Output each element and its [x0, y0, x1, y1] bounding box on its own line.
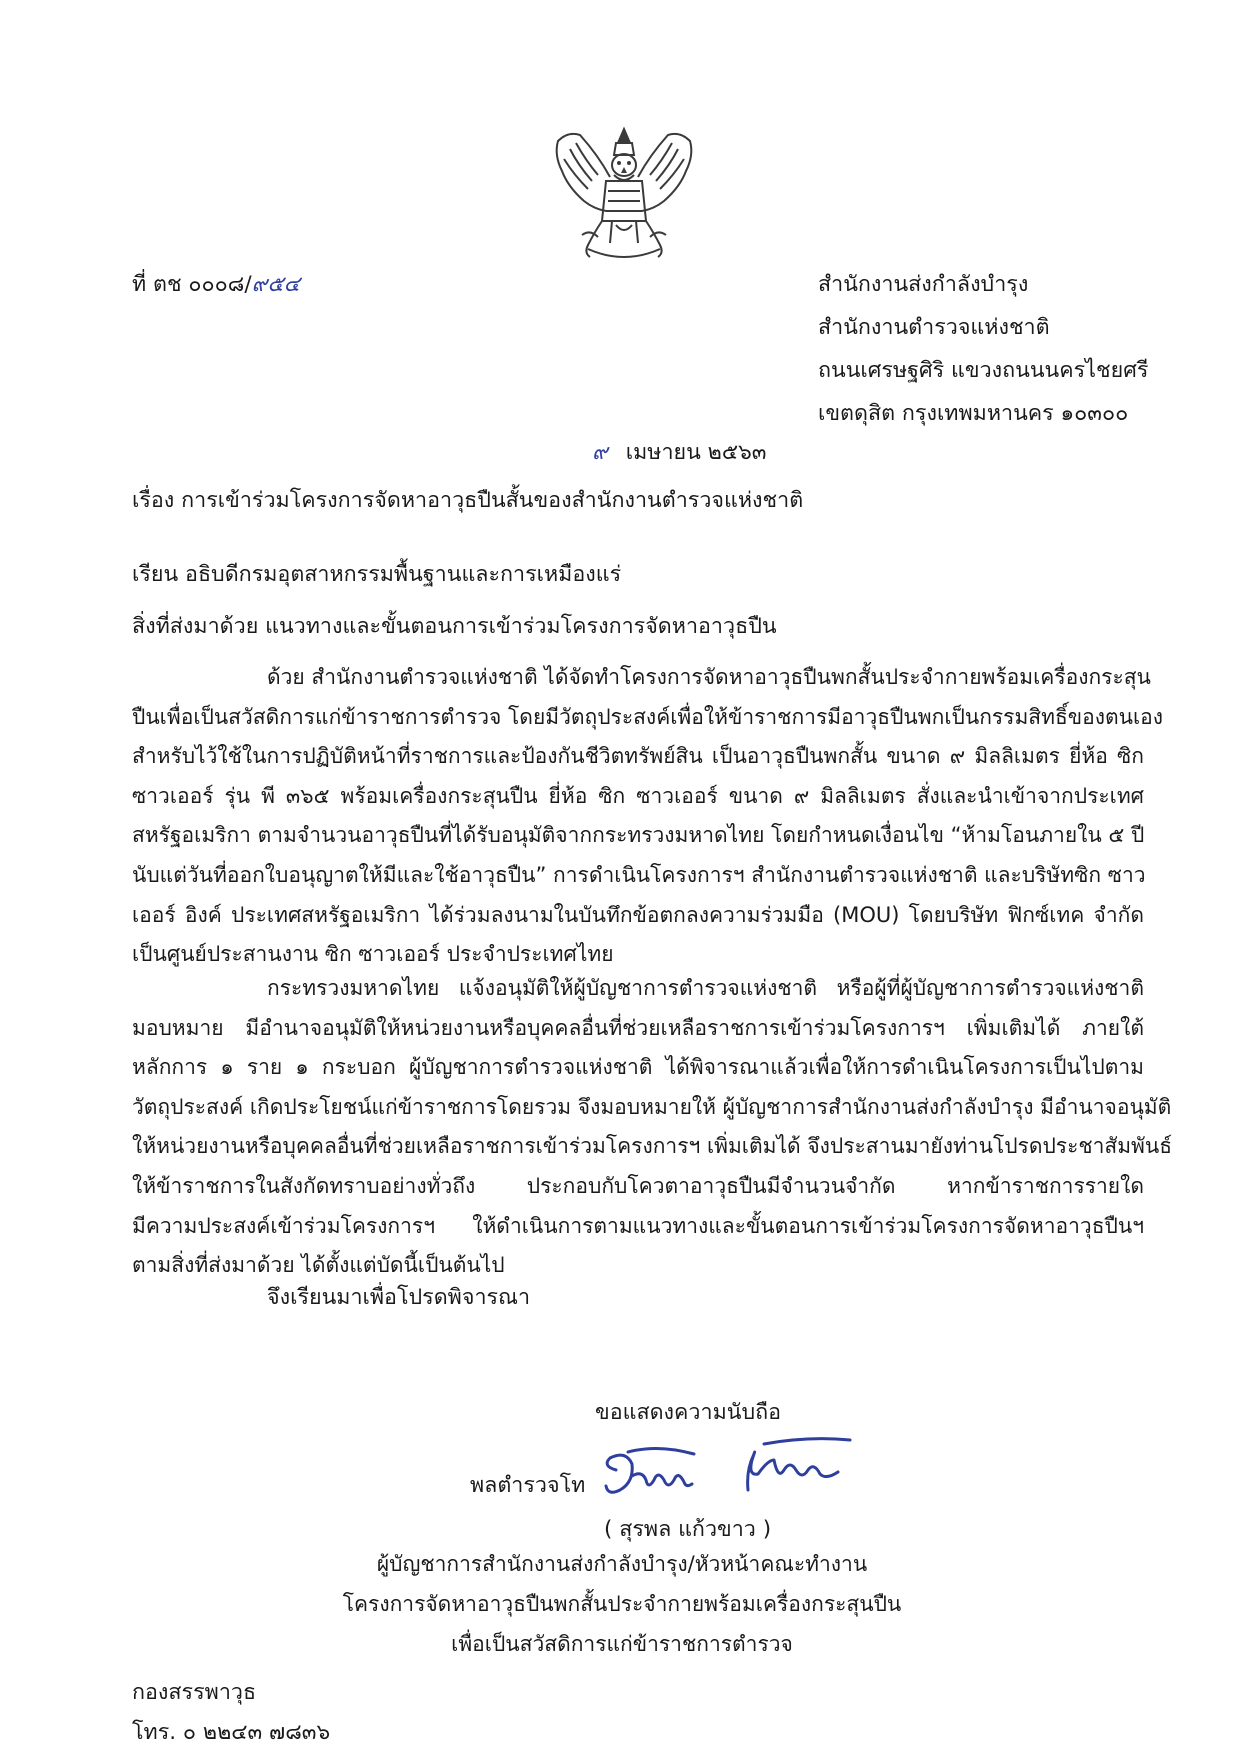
paragraph-line: ปืนเพื่อเป็นสวัสดิการแก่ข้าราชการตำรวจ โดยมีวัตถุประสงค์เพื่อให้ข้าราชการมีอาวุธปืนพกเป็นกรรมสิทธิ์ของตนเอง [132, 704, 1164, 729]
date-day-handwritten: ๙ [592, 440, 608, 465]
paragraph-line: หลักการ ๑ ราย ๑ กระบอก ผู้บัญชาการตำรวจแห่งชาติ ได้พิจารณาแล้วเพื่อให้การดำเนินโครงการเป็นไปตาม [132, 1055, 1144, 1080]
paragraph-line: ให้ข้าราชการในสังกัดทราบอย่างทั่วถึง ประกอบกับโควตาอาวุธปืนมีจำนวนจำกัด หากข้าราชการรายใด [132, 1173, 1144, 1198]
paragraph-line: เออร์ อิงค์ ประเทศสหรัฐอเมริกา ได้ร่วมลงนามในบันทึกข้อตกลงความร่วมมือ (MOU) โดยบริษัท ฟิกซ์เทค จำกัด [132, 902, 1144, 927]
contact-phone: โทร. ๐ ๒๒๔๓ ๗๘๓๖ [132, 1720, 331, 1745]
letter-subject: เรื่อง การเข้าร่วมโครงการจัดหาอาวุธปืนสั้นของสำนักงานตำรวจแห่งชาติ [132, 488, 804, 513]
document-number-handwritten: ๙๕๔ [251, 272, 300, 297]
body-paragraph-2 [132, 969, 1173, 1286]
letter-enclosure: สิ่งที่ส่งมาด้วย แนวทางและขั้นตอนการเข้าร่วมโครงการจัดหาอาวุธปืน [132, 614, 777, 639]
sender-address-line-4: เขตดุสิต กรุงเทพมหานคร ๑๐๓๐๐ [818, 401, 1129, 426]
body-paragraph-1 [132, 658, 1164, 975]
letter-date [592, 430, 766, 476]
letter-recipient: เรียน อธิบดีกรมอุตสาหกรรมพื้นฐานและการเหมืองแร่ [132, 562, 622, 587]
sender-address-line-3: ถนนเศรษฐศิริ แขวงถนนนครไชยศรี [818, 358, 1149, 383]
signer-name: ( สุรพล แก้วขาว ) [604, 1517, 772, 1542]
sender-address-line-2: สำนักงานตำรวจแห่งชาติ [818, 315, 1050, 340]
paragraph-line: สหรัฐอเมริกา ตามจำนวนอาวุธปืนที่ได้รับอนุมัติจากกระทรวงมหาดไทย โดยกำหนดเงื่อนไข “ห้ามโอนภายใน ๕ ปี [132, 823, 1145, 848]
paragraph-line: เป็นศูนย์ประสานงาน ซิก ซาวเออร์ ประจำประเทศไทย [132, 942, 614, 967]
sender-address-line-1: สำนักงานส่งกำลังบำรุง [818, 272, 1029, 297]
regards-text: ขอแสดงความนับถือ [595, 1400, 782, 1425]
handwritten-signature [598, 1430, 878, 1518]
garuda-emblem-icon [528, 125, 720, 265]
paragraph-line: ให้หน่วยงานหรือบุคคลอื่นที่ช่วยเหลือราชการเข้าร่วมโครงการฯ เพิ่มเติมได้ จึงประสานมายังท่านโปรดประชาสัมพันธ์ [132, 1134, 1173, 1159]
signer-position-line-1: ผู้บัญชาการสำนักงานส่งกำลังบำรุง/หัวหน้าคณะทำงาน [376, 1552, 868, 1576]
date-month-year: เมษายน ๒๕๖๓ [625, 440, 767, 465]
paragraph-line: มีความประสงค์เข้าร่วมโครงการฯ ให้ดำเนินการตามแนวทางและขั้นตอนการเข้าร่วมโครงการจัดหาอาวุธปืนฯ [132, 1213, 1144, 1238]
issuing-department: กองสรรพาวุธ [132, 1680, 257, 1705]
signer-position-line-2: โครงการจัดหาอาวุธปืนพกสั้นประจำกายพร้อมเครื่องกระสุนปืน [342, 1592, 902, 1616]
document-number [132, 262, 300, 308]
document-number-prefix: ที่ ตช ๐๐๐๘/ [132, 272, 252, 297]
paragraph-line: วัตถุประสงค์ เกิดประโยชน์แก่ข้าราชการโดยรวม จึงมอบหมายให้ ผู้บัญชาการสำนักงานส่งกำลังบำรุง มีอำนาจอนุมัติ [132, 1094, 1172, 1119]
paragraph-line: สำหรับไว้ใช้ในการปฏิบัติหน้าที่ราชการและป้องกันชีวิตทรัพย์สิน เป็นอาวุธปืนพกสั้น ขนาด ๙ มิลลิเมตร ยี่ห้อ ซิก [132, 744, 1144, 769]
paragraph-line: ด้วย สำนักงานตำรวจแห่งชาติ ได้จัดทำโครงการจัดหาอาวุธปืนพกสั้นประจำกายพร้อมเครื่องกระสุน [267, 665, 1151, 689]
paragraph-line: ซาวเออร์ รุ่น พี ๓๖๕ พร้อมเครื่องกระสุนปืน ยี่ห้อ ซิก ซาวเออร์ ขนาด ๙ มิลลิเมตร สั่งและนำเข้าจากประเทศ [132, 783, 1144, 808]
closing-sentence: จึงเรียนมาเพื่อโปรดพิจารณา [267, 1285, 531, 1310]
signer-rank: พลตำรวจโท [470, 1473, 586, 1498]
signer-position-line-3: เพื่อเป็นสวัสดิการแก่ข้าราชการตำรวจ [451, 1632, 793, 1656]
paragraph-line: กระทรวงมหาดไทย แจ้งอนุมัติให้ผู้บัญชาการตำรวจแห่งชาติ หรือผู้ที่ผู้บัญชาการตำรวจแห่งชาติ [267, 976, 1144, 1000]
paragraph-line: ตามสิ่งที่ส่งมาด้วย ได้ตั้งแต่บัดนี้เป็นต้นไป [132, 1253, 505, 1278]
paragraph-line: มอบหมาย มีอำนาจอนุมัติให้หน่วยงานหรือบุคคลอื่นที่ช่วยเหลือราชการเข้าร่วมโครงการฯ เพิ่มเติมได้ ภายใต้ [132, 1015, 1144, 1040]
paragraph-line: นับแต่วันที่ออกใบอนุญาตให้มีและใช้อาวุธปืน” การดำเนินโครงการฯ สำนักงานตำรวจแห่งชาติ และบริษัทซิก ซาว [132, 862, 1146, 887]
